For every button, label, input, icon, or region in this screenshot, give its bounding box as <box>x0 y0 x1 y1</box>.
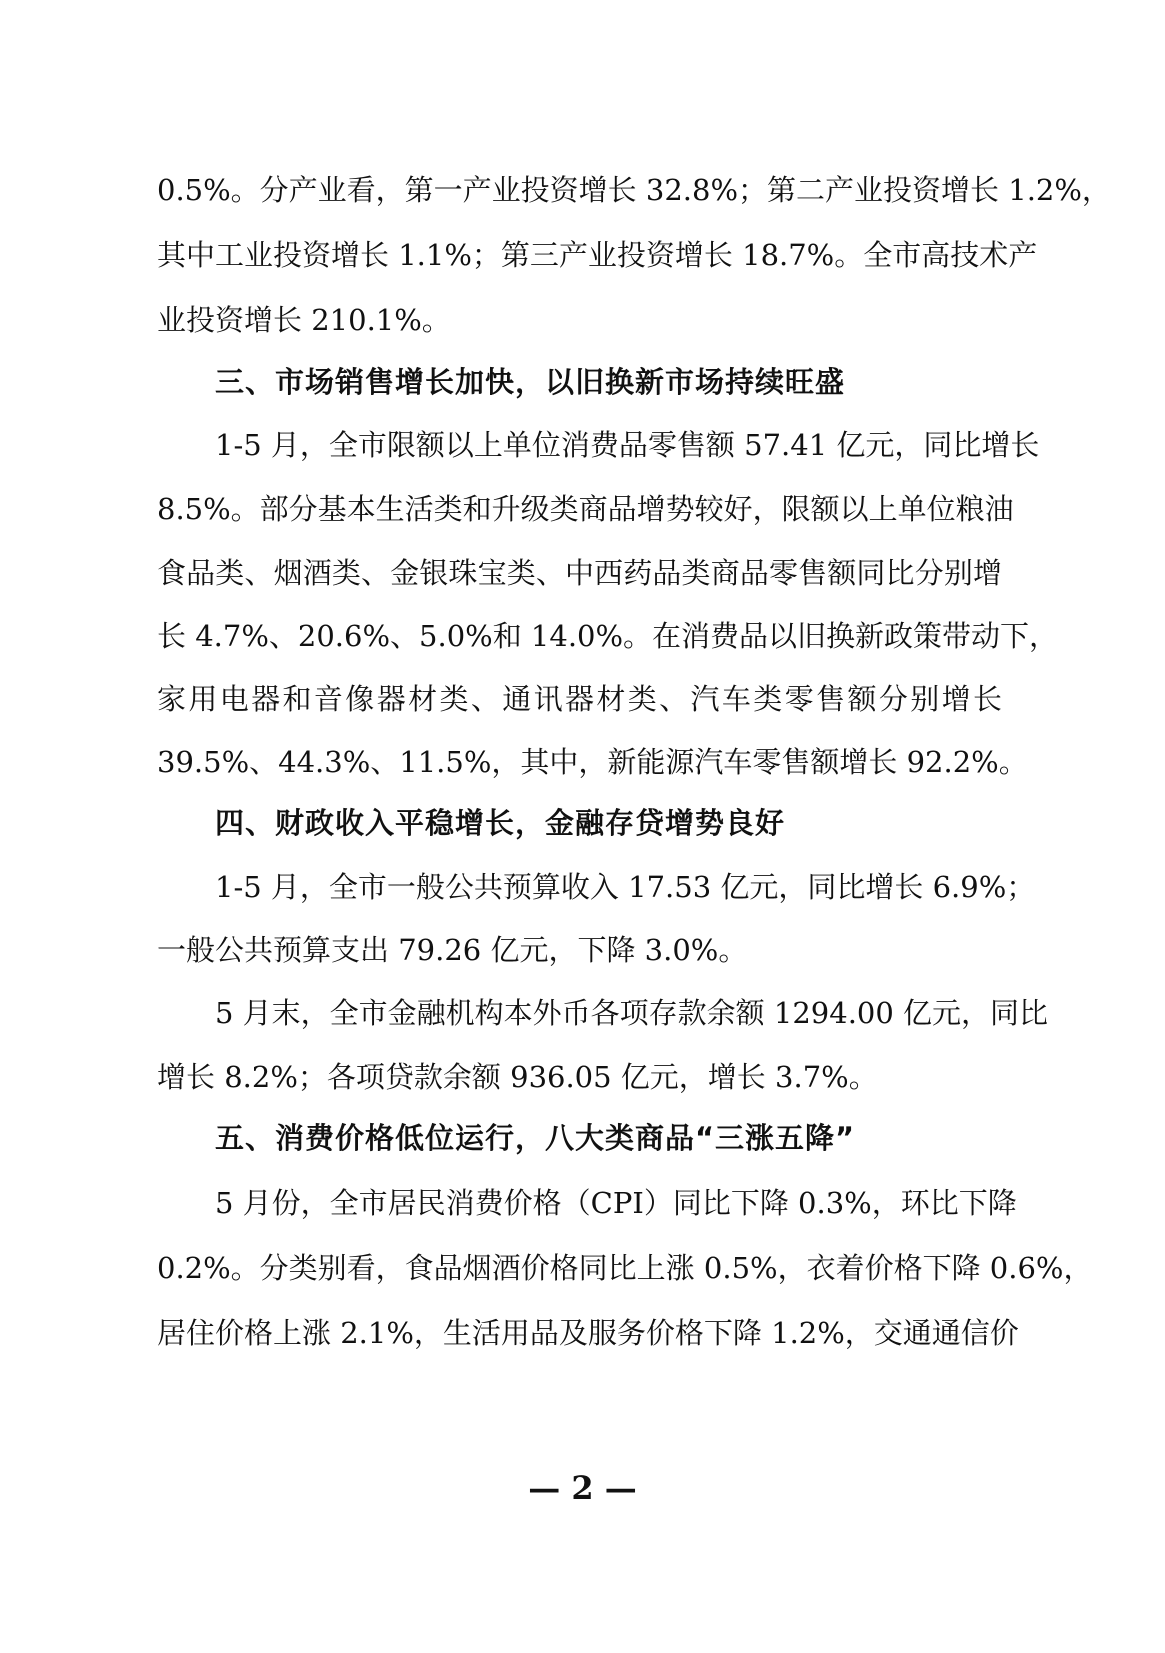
text-line: 业投资增长 210.1%。 <box>157 303 451 337</box>
text-line: 5 月份，全市居民消费价格（CPI）同比下降 0.3%，环比下降 <box>215 1186 1017 1220</box>
text-line: 1-5 月，全市一般公共预算收入 17.53 亿元，同比增长 6.9%； <box>215 870 1036 904</box>
page-number: — 2 — <box>528 1469 637 1507</box>
text-line: 一般公共预算支出 79.26 亿元，下降 3.0%。 <box>157 933 748 967</box>
section-heading: 五、消费价格低位运行，八大类商品“三涨五降” <box>215 1121 856 1155</box>
text-line: 1-5 月，全市限额以上单位消费品零售额 57.41 亿元，同比增长 <box>215 428 1040 462</box>
text-line: 长 4.7%、20.6%、5.0%和 14.0%。在消费品以旧换新政策带动下， <box>157 619 1059 653</box>
section-heading: 四、财政收入平稳增长，金融存贷增势良好 <box>215 806 786 840</box>
text-line: 其中工业投资增长 1.1%；第三产业投资增长 18.7%。全市高技术产 <box>157 238 1038 272</box>
text-line: 0.2%。分类别看，食品烟酒价格同比上涨 0.5%，衣着价格下降 0.6%， <box>157 1251 1093 1285</box>
section-heading: 三、市场销售增长加快，以旧换新市场持续旺盛 <box>215 365 846 399</box>
text-line: 居住价格上涨 2.1%，生活用品及服务价格下降 1.2%，交通通信价 <box>157 1316 1019 1350</box>
text-line: 5 月末，全市金融机构本外币各项存款余额 1294.00 亿元，同比 <box>215 996 1049 1030</box>
text-line: 增长 8.2%；各项贷款余额 936.05 亿元，增长 3.7%。 <box>157 1060 878 1094</box>
text-line: 家用电器和音像器材类、通讯器材类、汽车类零售额分别增长 <box>157 682 1002 716</box>
text-line: 39.5%、44.3%、11.5%，其中，新能源汽车零售额增长 92.2%。 <box>157 745 1028 779</box>
text-line: 0.5%。分产业看，第一产业投资增长 32.8%；第二产业投资增长 1.2%， <box>157 173 1111 207</box>
text-line: 食品类、烟酒类、金银珠宝类、中西药品类商品零售额同比分别增 <box>157 556 1002 590</box>
text-line: 8.5%。部分基本生活类和升级类商品增势较好，限额以上单位粮油 <box>157 492 1014 526</box>
